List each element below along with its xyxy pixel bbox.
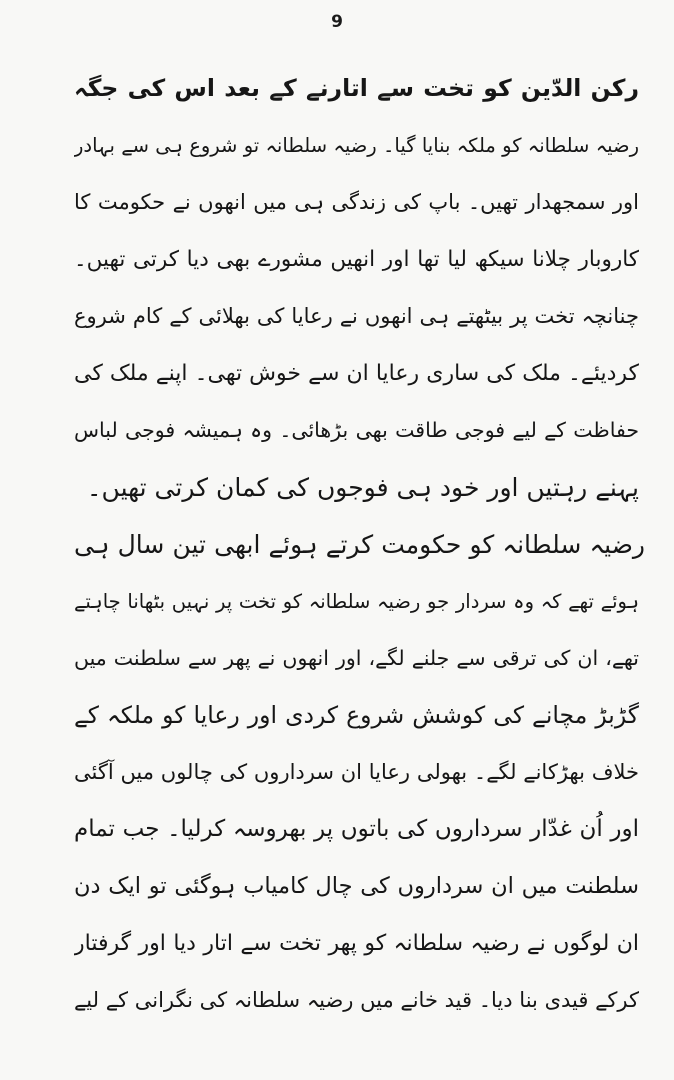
text-line: پہنے رہتیں اور خود ہی فوجوں کی کمان کرتی تھیں۔ <box>86 473 639 502</box>
text-line: رضیہ سلطانہ کو حکومت کرتے ہوئے ابھی تین سال ہی <box>74 530 645 559</box>
text-line: اور سمجھدار تھیں۔ باپ کی زندگی ہی میں انھوں نے حکومت کا <box>74 190 639 214</box>
page-number: 9 <box>331 12 343 32</box>
text-line: اور اُن غدّار سرداروں کی باتوں پر بھروسہ کرلیا۔ جب تمام <box>74 816 639 842</box>
text-line: چنانچہ تخت پر بیٹھتے ہی انھوں نے رعایا کی بھلائی کے کام شروع <box>74 304 639 328</box>
text-line: گڑبڑ مچانے کی کوشش شروع کردی اور رعایا کو ملکہ کے <box>74 701 639 729</box>
text-line: ان لوگوں نے رضیہ سلطانہ کو پھر تخت سے اتار دیا اور گرفتار <box>74 931 639 956</box>
text-line: کردیئے۔ ملک کی ساری رعایا ان سے خوش تھی۔ اپنے ملک کی <box>74 361 639 386</box>
text-line: سلطنت میں ان سرداروں کی چال کامیاب ہوگئی تو ایک دن <box>74 873 639 899</box>
text-line: رضیہ سلطانہ کو ملکہ بنایا گیا۔ رضیہ سلطانہ تو شروع ہی سے بہادر <box>74 134 639 157</box>
text-line: خلاف بھڑکانے لگے۔ بھولی رعایا ان سرداروں کی چالوں میں آگئی <box>74 760 639 784</box>
text-line: ہوئے تھے کہ وہ سردار جو رضیہ سلطانہ کو تخت پر نہیں بٹھانا چاہتے <box>74 590 639 613</box>
text-line: تھے، ان کی ترقی سے جلنے لگے، اور انھوں نے پھر سے سلطنت میں <box>74 646 639 670</box>
text-line: کرکے قیدی بنا دیا۔ قید خانے میں رضیہ سلطانہ کی نگرانی کے لیے <box>74 988 639 1012</box>
text-line: حفاظت کے لیے فوجی طاقت بھی بڑھائی۔ وہ ہمیشہ فوجی لباس <box>74 418 639 442</box>
urdu-text-body <box>74 60 645 1029</box>
text-line: کاروبار چلانا سیکھ لیا تھا اور انھیں مشورے بھی دیا کرتی تھیں۔ <box>74 247 639 272</box>
text-line: رکن الدّین کو تخت سے اتارنے کے بعد اس کی جگہ <box>74 74 639 102</box>
